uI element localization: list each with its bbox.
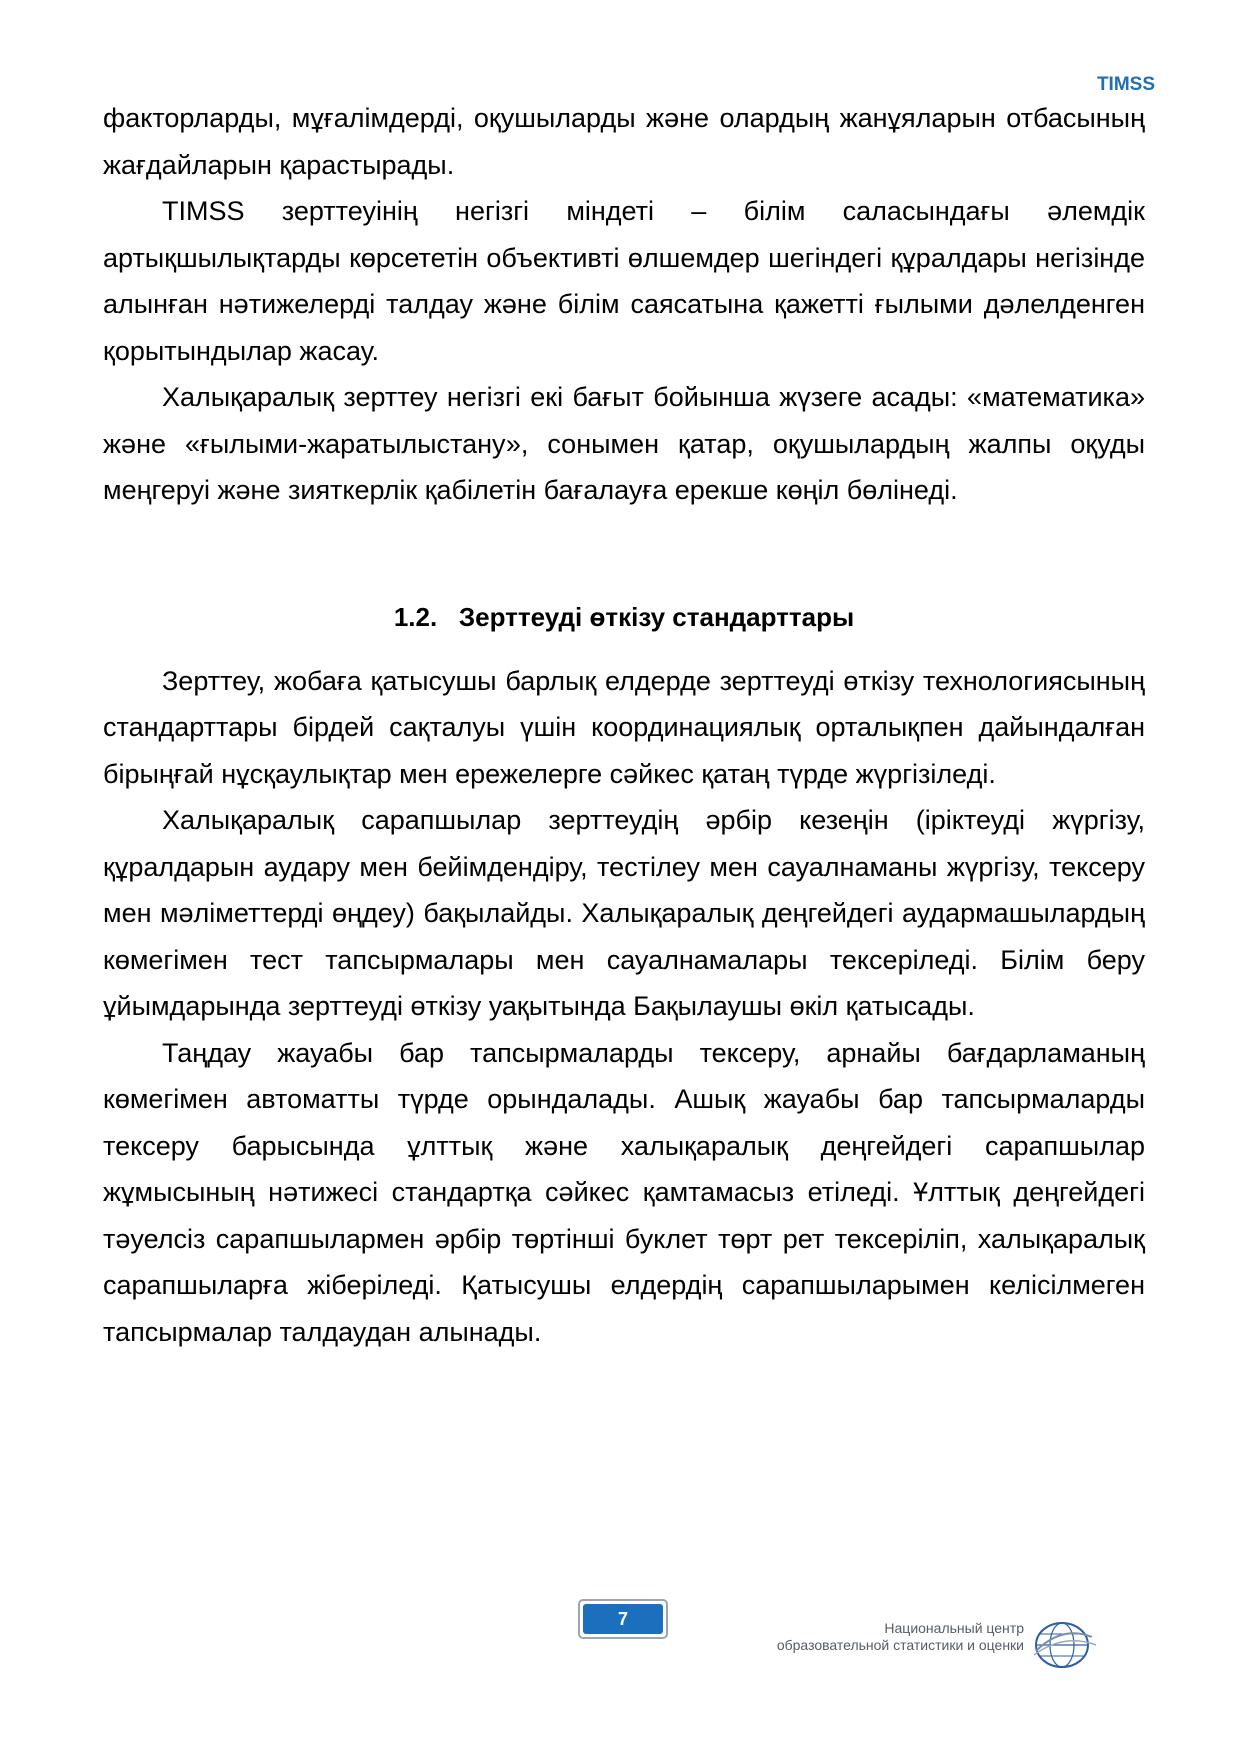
globe-logo-icon (1030, 1615, 1100, 1671)
paragraph-3: Халықаралық зерттеу негізгі екі бағыт бойынша жүзеге асады: «математика» және «ғылыми-жаратылыстану», сонымен қатар, оқушылардың жалпы оқуды меңгеруі және зияткерлік қабілетін бағалауға ерекше көңіл бөлінеді. (103, 382, 1145, 505)
paragraph-6: Таңдау жауабы бар тапсырмаларды тексеру, арнайы бағдарламаның көмегімен автоматты түрде орындалады. Ашық жауабы бар тапсырмаларды тексеру барысында ұлттық және халықаралық деңгейдегі сарапшылар жұмысының нәтижесі стандартқа сәйкес қамтамасыз етіледі. Ұлттық деңгейдегі тәуелсіз сарапшылармен әрбір төртінші буклет төрт рет тексеріліп, халықаралық сарапшыларға жіберіледі. Қатысушы елдердің сарапшыларымен келісілмеген тапсырмалар талдаудан алынады. (103, 1037, 1145, 1347)
page-number-box (578, 1599, 668, 1639)
footer-org-line-2: образовательной статистики и оценки (776, 1637, 1024, 1653)
footer-org-line-1: Национальный центр (884, 1620, 1024, 1636)
footer-organization (777, 1620, 1024, 1654)
paragraph-4: Зерттеу, жобаға қатысушы барлық елдерде зерттеуді өткізу технологиясының стандарттары бірдей сақталуы үшін координациялық орталықпен дайындалған бірыңғай нұсқаулықтар мен ережелерге сәйкес қатаң түрде жүргізіледі. (103, 665, 1145, 789)
page-number: 7 (583, 1604, 663, 1634)
page-body (103, 95, 1145, 1355)
paragraph-2: TIMSS зерттеуінің негізгі міндеті – білім саласындағы әлемдік артықшылықтарды көрсететін объективті өлшемдер шегіндегі құралдары негізінде алынған нәтижелерді талдау және білім саясатына қажетті ғылыми дәлелденген қорытындылар жасау. (103, 196, 1145, 366)
header-tag: TIMSS (1096, 74, 1155, 95)
paragraph-5: Халықаралық сарапшылар зерттеудің әрбір кезеңін (іріктеуді жүргізу, құралдарын аудару мен бейімдендіру, тестілеу мен сауалнаманы жүргізу, тексеру мен мәліметтерді өңдеу) бақылайды. Халықаралық деңгейдегі аудармашылардың көмегімен тест тапсырмалары мен сауалнамалары тексеріледі. Білім беру ұйымдарында зерттеуді өткізу уақытында Бақылаушы өкіл қатысады. (103, 805, 1145, 1021)
section-title: 1.2. Зерттеуді өткізу стандарттары (393, 601, 855, 632)
paragraph-1: факторларды, мұғалімдерді, оқушыларды және олардың жанұяларын отбасының жағдайларын қарастырады. (103, 103, 1145, 180)
